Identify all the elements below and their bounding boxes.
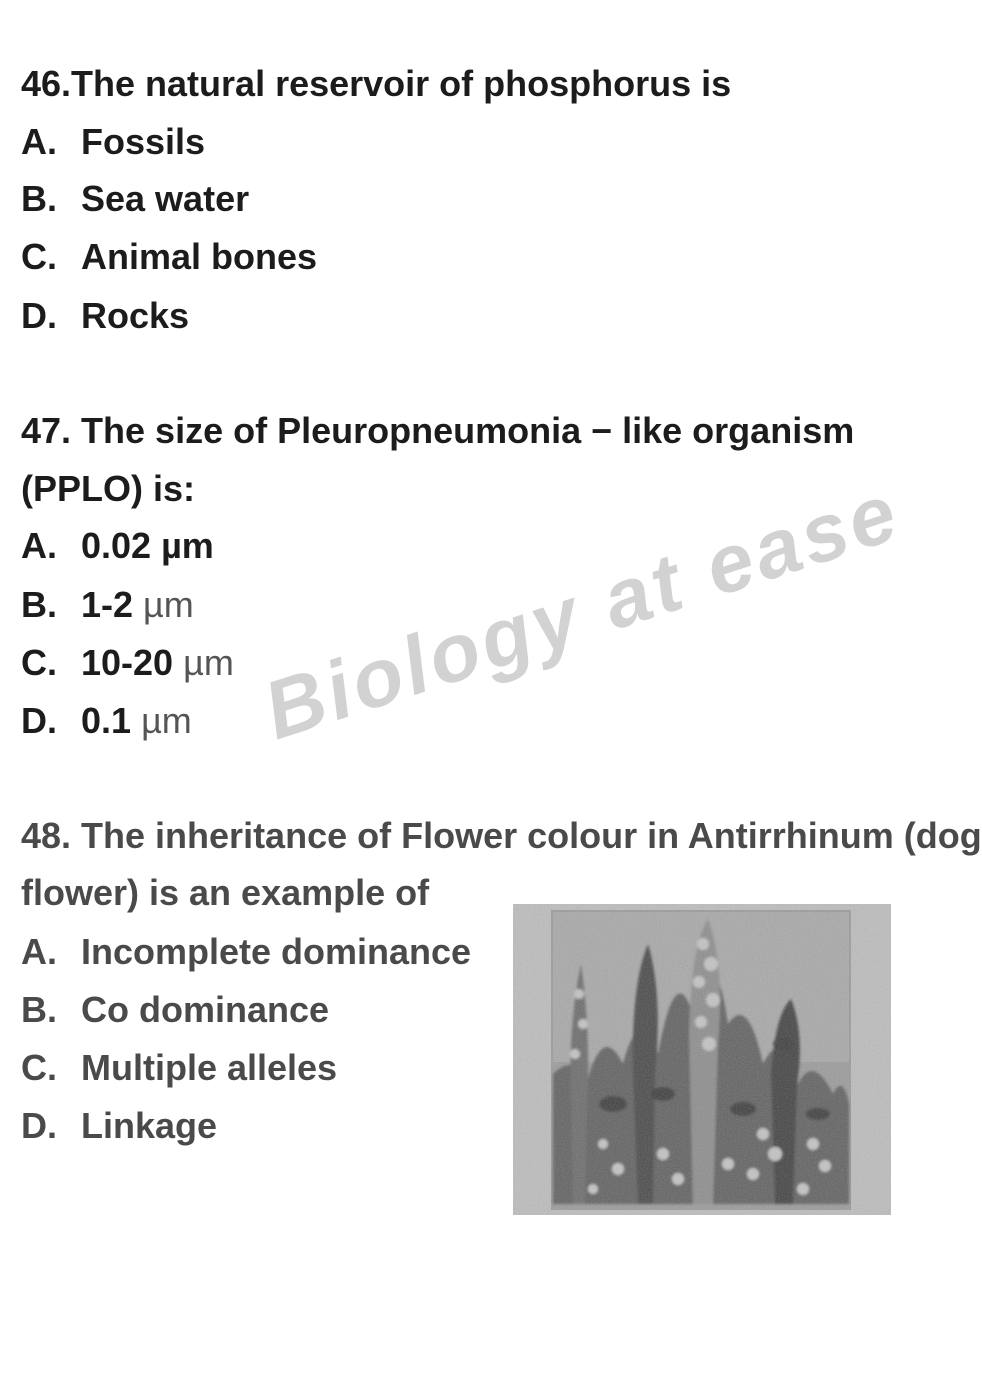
question-46-text: 46.The natural reservoir of phosphorus is (21, 63, 732, 104)
option-value: 0.02 µm (81, 525, 214, 566)
antirrhinum-flower-photo (513, 904, 891, 1215)
option-text: Sea water (81, 178, 250, 219)
option-letter: C. (21, 236, 57, 277)
q46-option-d[interactable] (21, 295, 190, 336)
option-unit: µm (183, 642, 234, 683)
option-text: Rocks (81, 295, 190, 336)
option-letter: A. (21, 931, 57, 972)
q47-option-d[interactable] (21, 700, 192, 741)
watermark (253, 466, 911, 775)
option-text: Linkage (81, 1105, 218, 1146)
option-letter: A. (21, 121, 57, 162)
option-text: Co dominance (81, 989, 330, 1030)
q48-option-c[interactable] (21, 1047, 338, 1088)
option-text: Fossils (81, 121, 206, 162)
q47-option-c[interactable] (21, 642, 234, 683)
option-value: 1-2 (81, 584, 134, 625)
q48-option-d[interactable] (21, 1105, 218, 1146)
option-unit: µm (141, 700, 192, 741)
q46-option-b[interactable] (21, 178, 250, 219)
question-48-text-line1: 48. The inheritance of Flower colour in Antirrhinum (dog (21, 815, 982, 856)
option-letter: C. (21, 1047, 57, 1088)
question-47-text-line1: 47. The size of Pleuropneumonia − like organism (21, 410, 855, 451)
option-value: 10-20 (81, 642, 174, 683)
question-48-text-line2: flower) is an example of (21, 872, 430, 913)
option-letter: D. (21, 1105, 57, 1146)
option-letter: A. (21, 525, 57, 566)
option-text: Incomplete dominance (81, 931, 472, 972)
option-letter: C. (21, 642, 57, 683)
option-value: 0.1 (81, 700, 132, 741)
q46-option-c[interactable] (21, 236, 318, 277)
option-text: Multiple alleles (81, 1047, 338, 1088)
option-letter: B. (21, 584, 57, 625)
option-letter: B. (21, 178, 57, 219)
q48-option-a[interactable] (21, 931, 472, 972)
option-unit: µm (143, 584, 194, 625)
option-letter: D. (21, 700, 57, 741)
q47-option-a[interactable] (21, 525, 214, 566)
option-letter: B. (21, 989, 57, 1030)
q46-option-a[interactable] (21, 121, 206, 162)
option-text: Animal bones (81, 236, 318, 277)
option-letter: D. (21, 295, 57, 336)
q47-option-b[interactable] (21, 584, 194, 625)
q48-option-b[interactable] (21, 989, 330, 1030)
question-47-text-line2: (PPLO) is: (21, 468, 196, 509)
watermark-text: Biology at ease (253, 466, 911, 758)
